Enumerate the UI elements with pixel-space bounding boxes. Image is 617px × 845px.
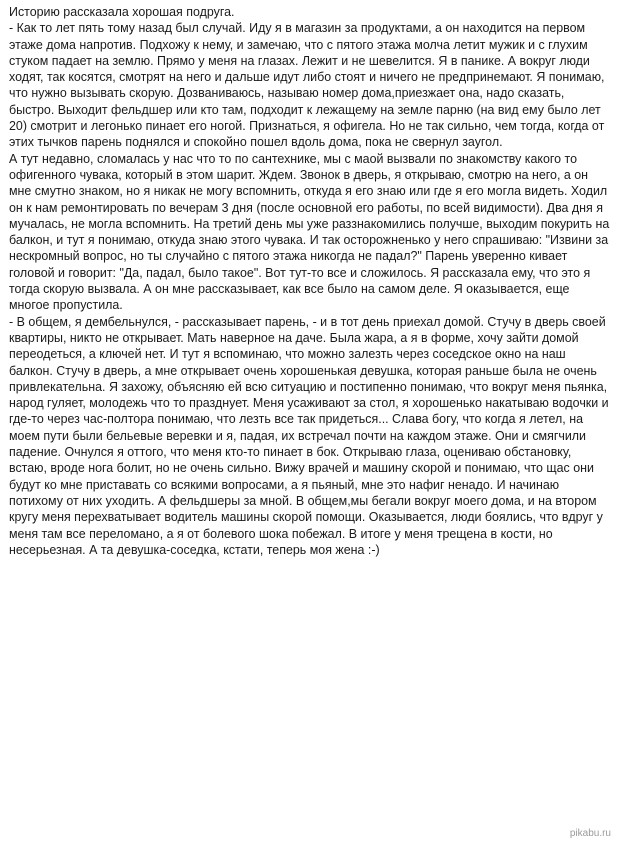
story-paragraph-2: А тут недавно, сломалась у нас что то по сантехнике, мы с маой вызвали по знакомству какого то офигенного чувака, который в этом шарит. Ждем. Звонок в дверь, я открываю, смотрю на него, а он мне смутно знаком, но я никак не могу вспомнить, откуда я его знаю или где я его могла видеть. Ходил он к нам ремонтировать по вечерам 3 дня (после основной его работы, по всей видимости). Два дня я мучалась, не могла вспомнить. На третий день мы уже раззнакомились получше, выходим покурить на балкон, и тут я понимаю, откуда знаю этого чувака. И так осторожненько у него спрашиваю: "Извини за нескромный вопрос, но ты случайно с пятого этажа никогда не падал?" Парень уверенно кивает головой и говорит: "Да, падал, было такое". Вот тут-то все и сложилось. Я рассказала ему, что это я тогда скорую вызвала. А он мне рассказывает, как все было на самом деле. Я оказывается, еще многое пропустила. [9,151,610,313]
watermark: pikabu.ru [569,828,611,839]
story-intro: Историю рассказала хорошая подруга. [9,5,235,19]
story-paragraph-3: - В общем, я дембельнулся, - рассказывает парень, - и в тот день приехал домой. Стучу в дверь своей квартиры, никто не открывает. Мать наверное на даче. Была жара, а я в форме, хочу зайти домой переодеться, а ключей нет. И тут я вспоминаю, что можно залезть через соседское окно на наш балкон. Стучу в дверь, а мне открывает очень хорошенькая девушка, которая раньше была не очень привлекательна. Я захожу, объясняю ей всю ситуацию и постипенно понимаю, что вокруг меня пьянка, народ гуляет, молодежь что то празднует. Меня усаживают за стол, я хорошенько накатываю водочки и где-то через час-полтора понимаю, что лезть все так придеться... Слава богу, что когда я летел, на моем пути были бельевые веревки и я, падая, их встречал почти на каждом этаже. Они и смягчили падение. Очнулся я оттого, что меня кто-то пинает в бок. Открываю глаза, оцениваю обстановку, встаю, вроде нога болит, но не очень сильно. Вижу врачей и машину скорой и понимаю, что щас они будут ко мне приставать со всякими вопросами, а я пьяный, мне это нафиг ненадо. И начинаю потихому от них уходить. А фельдшеры за мной. В общем,мы бегали вокруг моего дома, и на втором кругу меня перехватывает водитель машины скорой помощи. Оказывается, люди боялись, что вдруг у меня там все переломано, а я от болевого шока побежал. В итоге у меня трещена в кости, но несерьезная. А та девушка-соседка, кстати, теперь моя жена :-) [9,314,609,557]
story-text [9,4,610,558]
story-paragraph-1: - Как то лет пять тому назад был случай. Иду я в магазин за продуктами, а он находится на первом этаже дома напротив. Подхожу к нему, и замечаю, что с пятого этажа молча летит мужик и с глухим стуком падает на землю. Прямо у меня на глазах. Лежит и не шевелится. Я в панике. А вокруг люди ходят, так косятся, смотрят на него и дальше идут либо стоят и ничего не предпринемают. Я понимаю, что нужно вызывать скорую. Дозваниваюсь, называю номер дома,приезжает она, надо сказать, быстро. Выходит фельдшер или кто там, подходит к лежащему на земле парню (на вид ему было лет 20) смотрит и легонько пинает его ногой. Признаться, я офигела. Но не так сильно, чем тогда, когда от этих тычков парень поднялся и спокойно пошел вдоль дома, пока не свернул заугол. [9,21,605,150]
